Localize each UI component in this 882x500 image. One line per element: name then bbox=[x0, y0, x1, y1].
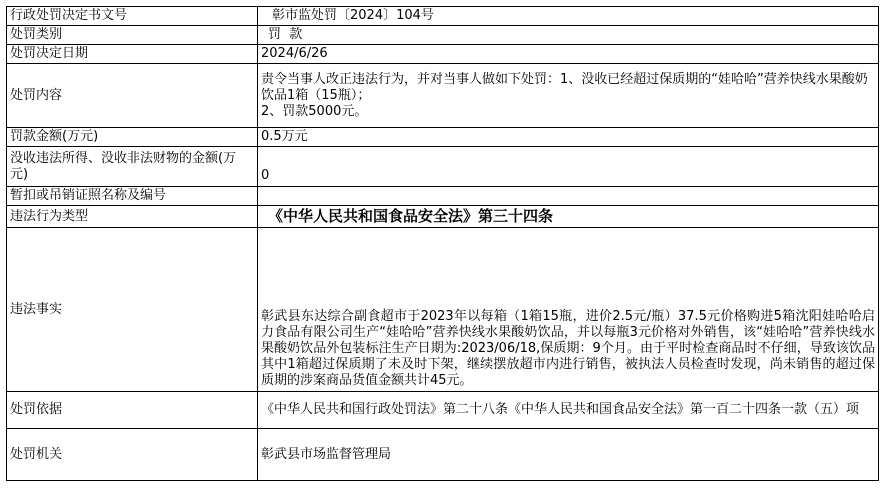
confiscation-value bbox=[258, 147, 879, 187]
table-row bbox=[7, 187, 879, 206]
fine-value: 0.5万元 bbox=[258, 128, 879, 147]
content-line-2: 2、罚款5000元。 bbox=[261, 103, 368, 119]
authority-value: 彰武县市场监督管理局 bbox=[258, 429, 879, 481]
content-label: 处罚内容 bbox=[7, 64, 258, 128]
table-row bbox=[7, 7, 879, 26]
facts-value bbox=[258, 228, 879, 392]
license-label: 暂扣或吊销证照名称及编号 bbox=[7, 187, 258, 206]
table-row bbox=[7, 26, 879, 45]
table-row bbox=[7, 206, 879, 228]
table-row bbox=[7, 64, 879, 128]
date-value: 2024/6/26 bbox=[258, 45, 879, 64]
facts-label: 违法事实 bbox=[7, 228, 258, 392]
basis-label: 处罚依据 bbox=[7, 392, 258, 429]
content-line-1: 责令当事人改正违法行为，并对当事人做如下处罚：1、没收已经超过保质期的“娃哈哈”营养快线水果酸奶饮品1箱（15瓶）； bbox=[261, 71, 868, 103]
basis-text: 《中华人民共和国行政处罚法》第二十八条《中华人民共和国食品安全法》第一百二十四条一款（五）项 bbox=[261, 402, 860, 417]
violation-type-label: 违法行为类型 bbox=[7, 206, 258, 228]
doc-no-value bbox=[258, 7, 879, 26]
date-label: 处罚决定日期 bbox=[7, 45, 258, 64]
confiscation-text: 0 bbox=[261, 168, 270, 183]
category-text: 罚 款 bbox=[268, 27, 303, 42]
confiscation-label: 没收违法所得、没收非法财物的金额(万元) bbox=[7, 147, 258, 187]
category-value bbox=[258, 26, 879, 45]
fine-label: 罚款金额(万元) bbox=[7, 128, 258, 147]
facts-text: 彰武县东达综合副食超市于2023年以每箱（1箱15瓶，进价2.5元/瓶）37.5元价格购进5箱沈阳娃哈哈启力食品有限公司生产“娃哈哈”营养快线水果酸奶饮品，并以每瓶3元价格对外销售，该“娃哈哈”营养快线水果酸奶饮品外包装标注生产日期为:2023/06/18,保质期：9个月。由于平时检查商品时不仔细，导致该饮品其中1箱超过保质期了未及时下架，继续摆放超市内进行销售，被执法人员检查时发现，尚未销售的超过保质期的涉案商品货值金额共计45元。 bbox=[261, 309, 875, 388]
category-label: 处罚类别 bbox=[7, 26, 258, 45]
penalty-record-table bbox=[6, 6, 879, 481]
authority-label: 处罚机关 bbox=[7, 429, 258, 481]
table-row bbox=[7, 392, 879, 429]
table-row bbox=[7, 228, 879, 392]
doc-no-text: 彰市监处罚〔2024〕104号 bbox=[272, 8, 434, 23]
basis-value bbox=[258, 392, 879, 429]
license-value bbox=[258, 187, 879, 206]
table-row bbox=[7, 45, 879, 64]
violation-type-text: 《中华人民共和国食品安全法》第三十四条 bbox=[268, 206, 554, 225]
violation-type-value bbox=[258, 206, 879, 228]
content-value bbox=[258, 64, 879, 128]
doc-no-label: 行政处罚决定书文号 bbox=[7, 7, 258, 26]
table-row bbox=[7, 147, 879, 187]
table-row bbox=[7, 429, 879, 481]
table-row bbox=[7, 128, 879, 147]
